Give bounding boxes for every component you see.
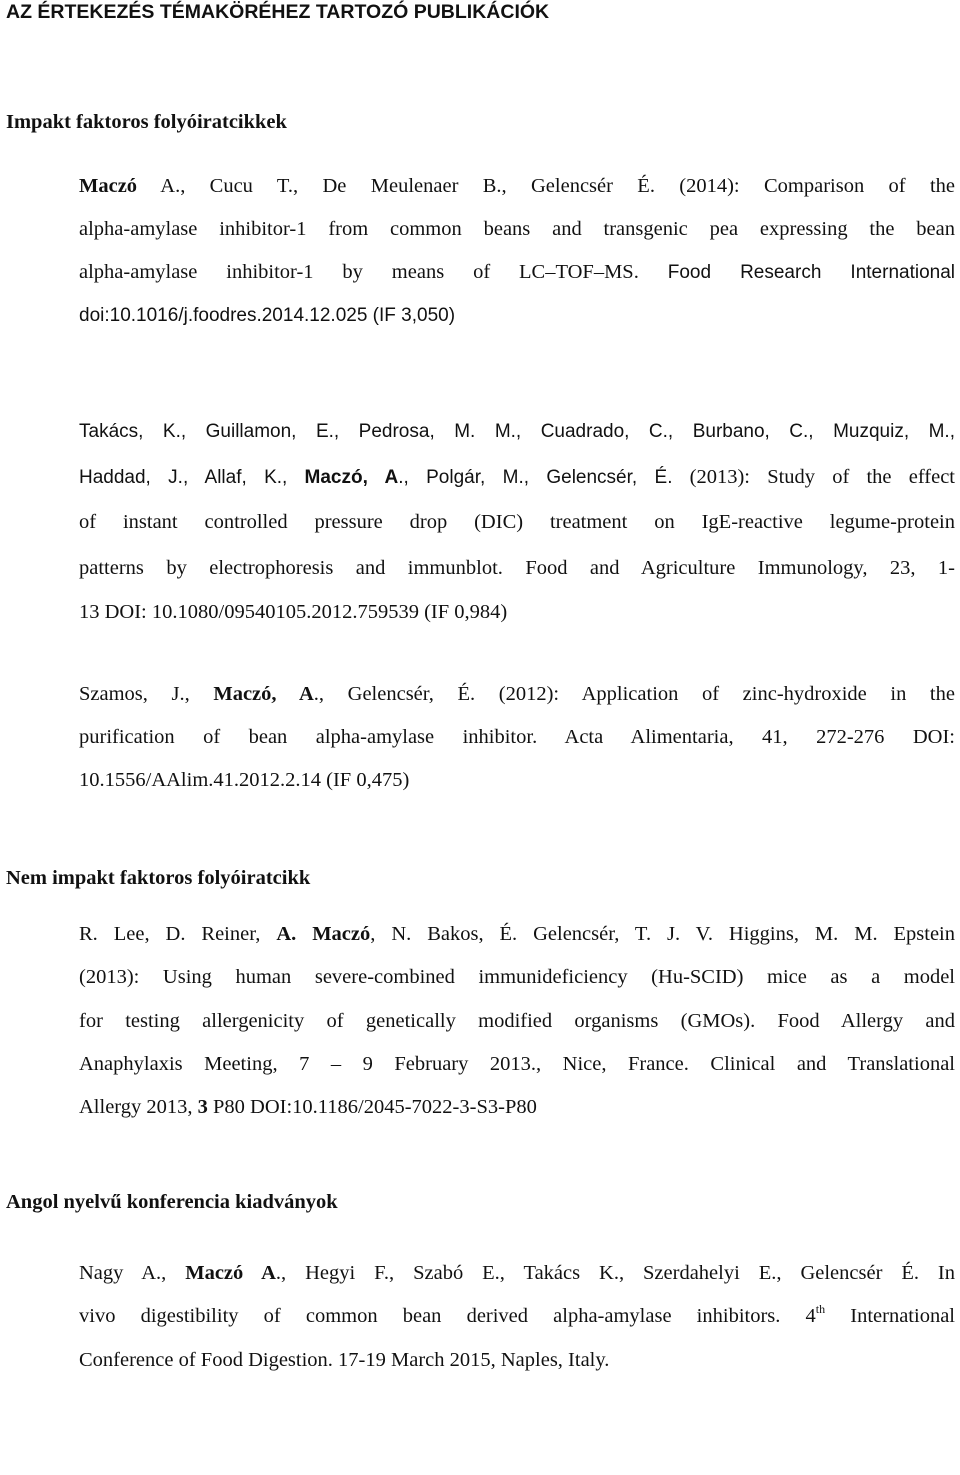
pub1-line-1 [79,172,955,200]
meeting-details: Anaphylaxis Meeting, 7 – 9 February 2013., Nice, France. [79,1053,689,1075]
journal-volume: 3 [197,1096,208,1118]
ordinal-suffix: th [815,1302,826,1316]
pub1-line-3 [79,258,955,286]
author-highlight: Maczó [312,923,371,945]
pub4-line-2: (2013): Using human severe-combined immunideficiency (Hu-SCID) mice as a model [79,966,955,988]
pub3-authors-end: ., Gelencsér, É. [313,683,476,705]
pub1-line-3-text: alpha-amylase inhibitor-1 by means of LC–TOF–MS. [79,261,639,283]
pub2-title-end: patterns by electrophoresis and immunblot. [79,557,503,579]
pub5-line-3: Conference of Food Digestion. 17-19 March 2015, Naples, Italy. [79,1349,610,1371]
pub1-line-4: doi:10.1016/j.foodres.2014.12.025 (IF 3,050) [79,305,456,326]
pub2-line-5: 13 DOI: 10.1080/09540105.2012.759539 (IF 0,984) [79,601,508,623]
pub3-line-1 [79,680,955,708]
pub5-authors-end: ., Hegyi F., Szabó E., Takács K., Szerdahelyi E., Gelencsér É. In [275,1262,956,1284]
author-highlight: Maczó, A [213,683,314,705]
pub3-line-2 [79,723,955,751]
author-highlight: Maczó, A [304,467,399,488]
section-heading-impact: Impakt faktoros folyóiratcikkek [6,111,287,133]
pub3-title-end: purification of bean alpha-amylase inhibitor. [79,726,538,748]
pub4-authors: R. Lee, D. Reiner, [79,923,261,945]
conference-name-start: International [850,1305,955,1327]
pub3-authors: Szamos, J., [79,683,190,705]
pub4-doi: P80 DOI:10.1186/2045-7022-3-S3-P80 [213,1096,537,1118]
journal-name: Clinical and Translational [710,1053,955,1075]
pub2-title-start: (2013): Study of the effect [689,466,955,488]
author-highlight: Maczó A [185,1262,276,1284]
pub1-line-1-text: A., Cucu T., De Meulenaer B., Gelencsér É. (2014): Comparison of the [160,175,955,197]
pub5-line-1 [79,1259,955,1287]
section-heading-non-impact: Nem impakt faktoros folyóiratcikk [6,867,311,889]
pub3-title-start: (2012): Application of zinc-hydroxide in the [498,683,955,705]
pub2-authors-end: ., Polgár, M., Gelencsér, É. [398,467,673,488]
pub5-line-2 [79,1302,955,1330]
pub2-authors: Haddad, J., Allaf, K., [79,467,288,488]
page-title: AZ ÉRTEKEZÉS TÉMAKÖRÉHEZ TARTOZÓ PUBLIKÁCIÓK [6,1,550,23]
pub4-title-end: for testing allergenicity of genetically modified organisms (GMOs). [79,1010,756,1032]
section-heading-conference: Angol nyelvű konferencia kiadványok [6,1191,338,1213]
meeting-name: Food Allergy and [777,1010,955,1032]
author-highlight-initial: A. [276,923,297,945]
journal-name: Acta Alimentaria, 41, 272-276 DOI: [564,726,956,748]
pub4-line-1 [79,920,955,948]
pub1-line-2: alpha-amylase inhibitor-1 from common beans and transgenic pea expressing the bean [79,218,955,240]
pub2-line-4 [79,554,955,582]
pub2-line-2 [79,463,955,491]
journal-name: Food and Agriculture Immunology, 23, 1- [525,557,956,579]
pub4-line-5 [79,1093,955,1121]
pub4-line-4 [79,1050,955,1078]
pub2-line-1: Takács, K., Guillamon, E., Pedrosa, M. M., Cuadrado, C., Burbano, C., Muzquiz, M., [79,421,955,442]
pub4-authors-end: , N. Bakos, É. Gelencsér, T. J. V. Higgins, M. M. Epstein [370,923,955,945]
pub5-authors: Nagy A., [79,1262,167,1284]
pub3-line-3: 10.1556/AAlim.41.2012.2.14 (IF 0,475) [79,769,410,791]
pub2-line-3: of instant controlled pressure drop (DIC) treatment on IgE-reactive legume-protein [79,511,955,533]
pub5-title: vivo digestibility of common bean derived alpha-amylase inhibitors. 4 [79,1305,816,1327]
pub4-line-3 [79,1007,955,1035]
author-highlight: Maczó [79,175,138,197]
journal-name: Food Research International [667,262,956,283]
journal-year: Allergy 2013, [79,1096,193,1118]
